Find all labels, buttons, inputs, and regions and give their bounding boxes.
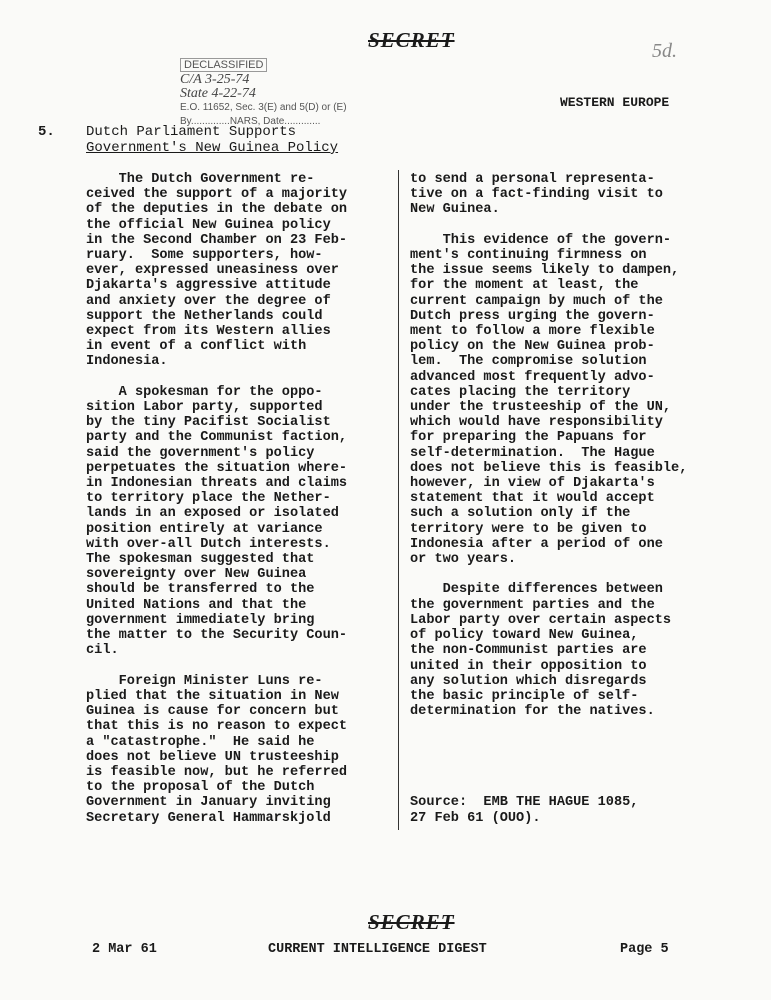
item-number: 5.	[38, 124, 55, 140]
column-divider	[398, 170, 399, 830]
stamp-handwriting-2: State 4-22-74	[180, 86, 256, 101]
declassification-stamp	[180, 58, 347, 129]
right-column-text: to send a personal representa- tive on a fact-finding visit to New Guinea. This evidence of the govern- ment's continuing firmness on the issue seems likely to dampen, for the moment at least, the current campaign by much of the Dutch press urging the govern- ment to follow a more flexible policy on the New Guinea prob- lem. The compromise solution advanced most frequently advo- cates placing the territory under the trusteeship of the UN, which would have responsibility for preparing the Papuans for self-determination. The Hague does not believe this is feasible, however, in view of Djakarta's statement that it would accept such a solution only if the territory were to be given to Indonesia after a period of one or two years. Despite differences between the government parties and the Labor party over certain aspects of policy toward New Guinea, the non-Communist parties are united in their opposition to any solution which disregards the basic principle of self- determination for the natives. Source: EMB THE HAGUE 1085, 27 Feb 61 (OUO).	[410, 172, 688, 826]
region-label: WESTERN EUROPE	[560, 95, 670, 110]
footer-title: CURRENT INTELLIGENCE DIGEST	[268, 942, 487, 957]
heading-line-2: Government's New Guinea Policy	[86, 140, 339, 156]
footer-page-number: Page 5	[620, 942, 669, 957]
stamp-authority: E.O. 11652, Sec. 3(E) and 5(D) or (E)	[180, 102, 347, 113]
footer-date: 2 Mar 61	[92, 942, 157, 957]
stamp-by-line: By..............NARS, Date.............	[180, 116, 321, 127]
declassified-label: DECLASSIFIED	[180, 58, 267, 72]
left-column-text: The Dutch Government re- ceived the support of a majority of the deputies in the debate on the official New Guinea policy in the Second Chamber on 23 Feb- ruary. Some supporters, how- ever, expressed uneasiness over Djakarta's aggressive attitude and anxiety over the degree of support the Netherlands could expect from its Western allies in event of a conflict with Indonesia. A spokesman for the oppo- sition Labor party, supported by the tiny Pacifist Socialist party and the Communist faction, said the government's policy perpetuates the situation where- in Indonesian threats and claims to territory place the Nether- lands in an exposed or isolated position entirely at variance with over-all Dutch interests. The spokesman suggested that sovereignty over New Guinea should be transferred to the United Nations and that the government immediately bring the matter to the Security Coun- cil. Foreign Minister Luns re- plied that the situation in New Guinea is cause for concern but that this is no reason to expect a "catastrophe." He said he does not believe UN trusteeship is feasible now, but he referred to the proposal of the Dutch Government in January inviting Secretary General Hammarskjold	[86, 172, 348, 826]
heading-line-1: Dutch Parliament Supports	[86, 124, 297, 140]
stamp-handwriting-1: C/A 3-25-74	[180, 72, 250, 87]
classification-top: SECRET	[368, 28, 455, 52]
article-heading	[86, 124, 338, 156]
classification-bottom: SECRET	[368, 910, 455, 934]
handwritten-page-mark: 5d.	[652, 40, 677, 62]
